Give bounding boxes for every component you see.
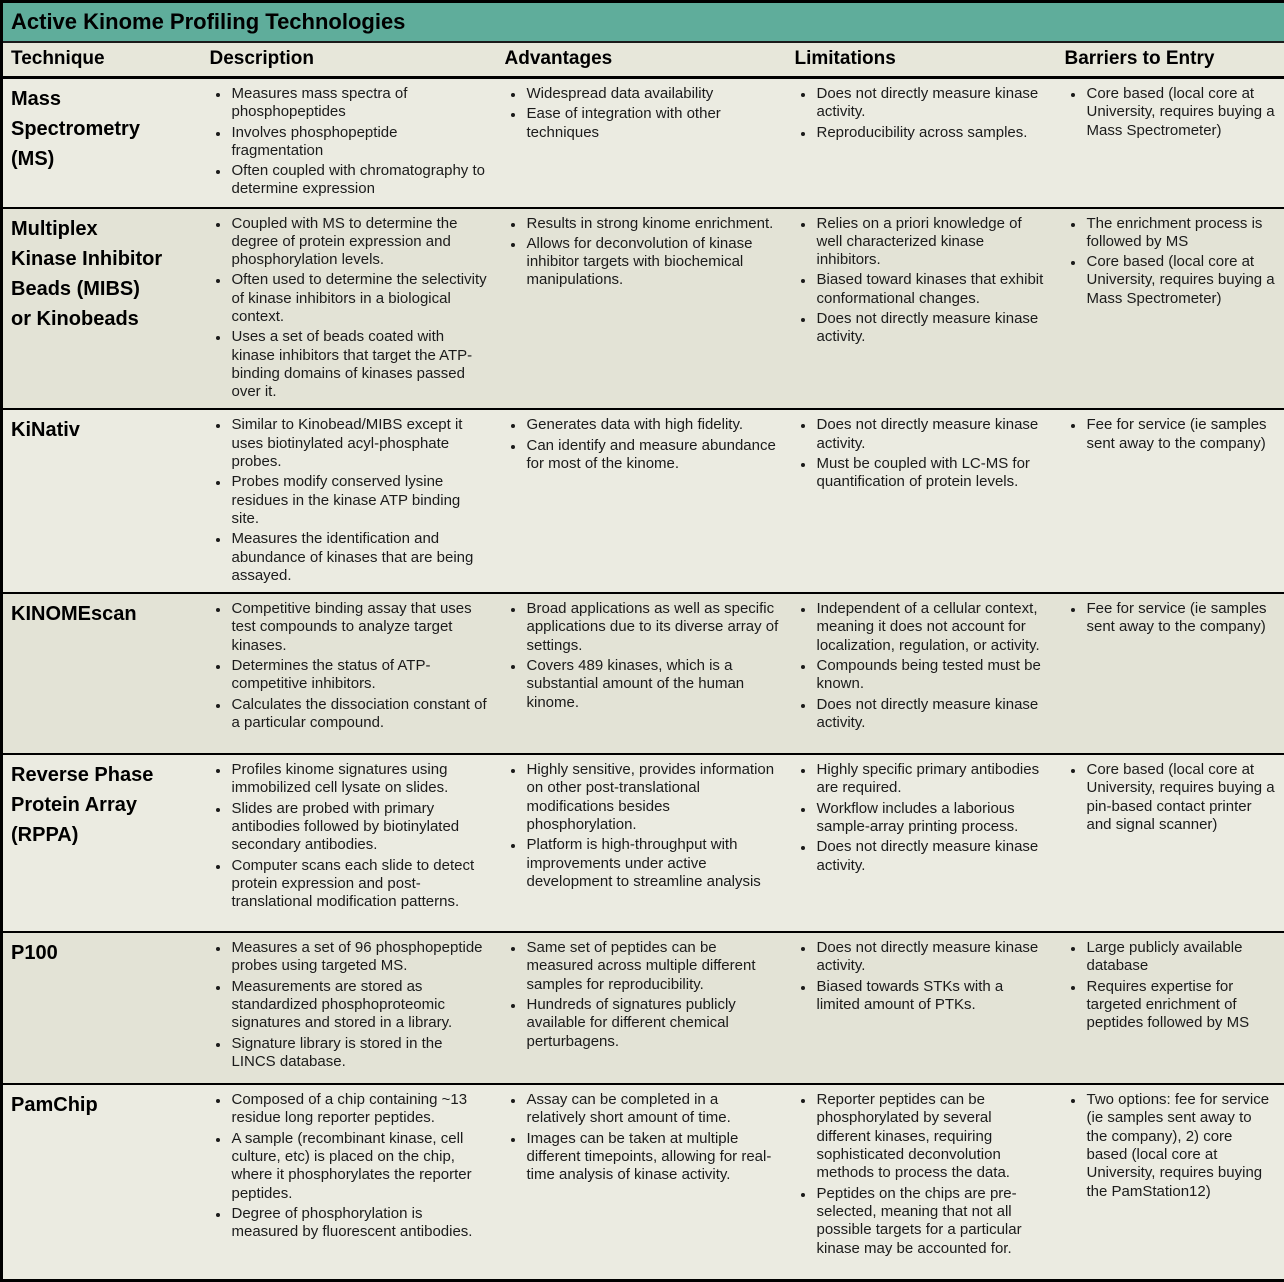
technique-name: [2, 932, 202, 1084]
barriers-cell: [1057, 78, 1284, 208]
limitations-cell: [787, 932, 1057, 1084]
bullet-item: • Core based (local core at University, requires buying a Mass Spectrometer): [1085, 85, 1277, 140]
advantages-cell: [497, 932, 787, 1084]
table-row-p100: [2, 932, 1284, 1084]
description-list: [206, 1091, 489, 1241]
bullet-item: • Requires expertise for targeted enrichment of peptides followed by MS: [1085, 978, 1277, 1033]
bullet-item: • Must be coupled with LC-MS for quantification of protein levels.: [815, 455, 1049, 492]
technique-name: [2, 593, 202, 754]
bullet-item: • Large publicly available database: [1085, 939, 1277, 976]
bullet-item: • Measures the identification and abundance of kinases that are being assayed.: [230, 530, 489, 585]
description-list: [206, 761, 489, 911]
limitations-list: [791, 600, 1049, 732]
technique-name: [2, 754, 202, 932]
bullet-item: • Highly specific primary antibodies are required.: [815, 761, 1049, 798]
bullet-item: • Workflow includes a laborious sample-array printing process.: [815, 800, 1049, 837]
technique-name: [2, 208, 202, 410]
bullet-item: • Images can be taken at multiple different timepoints, allowing for real-time analysis of kinase activity.: [525, 1130, 779, 1185]
bullet-item: • Slides are probed with primary antibodies followed by biotinylated secondary antibodies.: [230, 800, 489, 855]
bullet-item: • The enrichment process is followed by MS: [1085, 215, 1277, 252]
description-cell: [202, 593, 497, 754]
column-header-barriers: Barriers to Entry: [1057, 42, 1284, 78]
technique-name: [2, 409, 202, 593]
bullet-item: • Two options: fee for service (ie samples sent away to the company), 2) core based (local core at University, requires buying the PamStation12): [1085, 1091, 1277, 1201]
barriers-cell: [1057, 932, 1284, 1084]
table-title: Active Kinome Profiling Technologies: [2, 2, 1284, 42]
barriers-list: [1061, 600, 1277, 637]
barriers-cell: [1057, 409, 1284, 593]
bullet-item: • Composed of a chip containing ~13 residue long reporter peptides.: [230, 1091, 489, 1128]
bullet-item: • Fee for service (ie samples sent away to the company): [1085, 416, 1277, 453]
description-list: [206, 600, 489, 732]
limitations-list: [791, 1091, 1049, 1258]
bullet-item: • Covers 489 kinases, which is a substantial amount of the human kinome.: [525, 657, 779, 712]
table-row-pamchip: [2, 1084, 1284, 1280]
technique-label: Mass Spectrometry (MS): [11, 84, 163, 174]
bullet-item: • Determines the status of ATP-competitive inhibitors.: [230, 657, 489, 694]
technique-name: [2, 78, 202, 208]
barriers-list: [1061, 761, 1277, 834]
bullet-item: • Compounds being tested must be known.: [815, 657, 1049, 694]
advantages-cell: [497, 754, 787, 932]
barriers-list: [1061, 85, 1277, 140]
description-list: [206, 85, 489, 199]
bullet-item: • Highly sensitive, provides information on other post-translational modifications besides phosphorylation.: [525, 761, 779, 834]
bullet-item: • Does not directly measure kinase activity.: [815, 838, 1049, 875]
bullet-item: • Peptides on the chips are pre-selected, meaning that not all possible targets for a particular kinase may be accounted for.: [815, 1185, 1049, 1258]
barriers-cell: [1057, 208, 1284, 410]
advantages-list: [501, 416, 779, 473]
advantages-cell: [497, 1084, 787, 1280]
advantages-list: [501, 600, 779, 712]
bullet-item: • Core based (local core at University, requires buying a Mass Spectrometer): [1085, 253, 1277, 308]
table-row-mibs-kinobeads: [2, 208, 1284, 410]
bullet-item: • Competitive binding assay that uses test compounds to analyze target kinases.: [230, 600, 489, 655]
technique-name: [2, 1084, 202, 1280]
technique-label: KiNativ: [11, 415, 163, 445]
barriers-cell: [1057, 1084, 1284, 1280]
bullet-item: • Reproducibility across samples.: [815, 124, 1049, 142]
column-header-row: [2, 42, 1284, 78]
bullet-item: • Reporter peptides can be phosphorylated by several different kinases, requiring sophisticated deconvolution methods to process the data.: [815, 1091, 1049, 1182]
advantages-list: [501, 939, 779, 1051]
technique-label: Reverse Phase Protein Array (RPPA): [11, 760, 163, 850]
bullet-item: • Same set of peptides can be measured across multiple different samples for reproducibility.: [525, 939, 779, 994]
bullet-item: • Computer scans each slide to detect protein expression and post-translational modification patterns.: [230, 857, 489, 912]
limitations-cell: [787, 593, 1057, 754]
bullet-item: • Can identify and measure abundance for most of the kinome.: [525, 437, 779, 474]
limitations-list: [791, 416, 1049, 491]
bullet-item: • Independent of a cellular context, meaning it does not account for localization, regulation, or activity.: [815, 600, 1049, 655]
bullet-item: • Calculates the dissociation constant of a particular compound.: [230, 696, 489, 733]
limitations-cell: [787, 78, 1057, 208]
bullet-item: • Relies on a priori knowledge of well characterized kinase inhibitors.: [815, 215, 1049, 270]
description-cell: [202, 78, 497, 208]
description-cell: [202, 932, 497, 1084]
bullet-item: • Measurements are stored as standardized phosphoproteomic signatures and stored in a library.: [230, 978, 489, 1033]
bullet-item: • Results in strong kinome enrichment.: [525, 215, 779, 233]
bullet-item: • Degree of phosphorylation is measured by fluorescent antibodies.: [230, 1205, 489, 1242]
advantages-cell: [497, 409, 787, 593]
bullet-item: • Similar to Kinobead/MIBS except it uses biotinylated acyl-phosphate probes.: [230, 416, 489, 471]
technique-label: P100: [11, 938, 163, 968]
technique-label: Multiplex Kinase Inhibitor Beads (MIBS) or Kinobeads: [11, 214, 163, 334]
advantages-list: [501, 1091, 779, 1184]
bullet-item: • Does not directly measure kinase activity.: [815, 696, 1049, 733]
bullet-item: • Uses a set of beads coated with kinase inhibitors that target the ATP-binding domains of kinases passed over it.: [230, 328, 489, 401]
bullet-item: • Ease of integration with other techniques: [525, 105, 779, 142]
bullet-item: • Probes modify conserved lysine residues in the kinase ATP binding site.: [230, 473, 489, 528]
description-cell: [202, 1084, 497, 1280]
bullet-item: • Does not directly measure kinase activity.: [815, 939, 1049, 976]
table-row-kinomescan: [2, 593, 1284, 754]
bullet-item: • Measures mass spectra of phosphopeptides: [230, 85, 489, 122]
bullet-item: • Platform is high-throughput with improvements under active development to streamline analysis: [525, 836, 779, 891]
barriers-list: [1061, 939, 1277, 1032]
bullet-item: • Coupled with MS to determine the degree of protein expression and phosphorylation levels.: [230, 215, 489, 270]
barriers-cell: [1057, 593, 1284, 754]
bullet-item: • Profiles kinome signatures using immobilized cell lysate on slides.: [230, 761, 489, 798]
title-row: [2, 2, 1284, 42]
advantages-cell: [497, 78, 787, 208]
barriers-list: [1061, 215, 1277, 308]
description-list: [206, 416, 489, 585]
bullet-item: • Biased towards STKs with a limited amount of PTKs.: [815, 978, 1049, 1015]
description-cell: [202, 754, 497, 932]
bullet-item: • Hundreds of signatures publicly available for different chemical perturbagens.: [525, 996, 779, 1051]
bullet-item: • Core based (local core at University, requires buying a pin-based contact printer and signal scanner): [1085, 761, 1277, 834]
bullet-item: • Does not directly measure kinase activity.: [815, 416, 1049, 453]
description-cell: [202, 409, 497, 593]
bullet-item: • Involves phosphopeptide fragmentation: [230, 124, 489, 161]
limitations-cell: [787, 754, 1057, 932]
technique-label: PamChip: [11, 1090, 163, 1120]
bullet-item: • Widespread data availability: [525, 85, 779, 103]
bullet-item: • Signature library is stored in the LINCS database.: [230, 1035, 489, 1072]
advantages-cell: [497, 208, 787, 410]
column-header-advantages: Advantages: [497, 42, 787, 78]
limitations-list: [791, 215, 1049, 347]
limitations-list: [791, 85, 1049, 142]
advantages-list: [501, 215, 779, 290]
table-row-mass-spectrometry: [2, 78, 1284, 208]
advantages-cell: [497, 593, 787, 754]
bullet-item: • Biased toward kinases that exhibit conformational changes.: [815, 271, 1049, 308]
limitations-list: [791, 761, 1049, 875]
bullet-item: • Generates data with high fidelity.: [525, 416, 779, 434]
bullet-item: • Broad applications as well as specific applications due to its diverse array of settings.: [525, 600, 779, 655]
advantages-list: [501, 761, 779, 891]
technique-label: KINOMEscan: [11, 599, 163, 629]
description-cell: [202, 208, 497, 410]
bullet-item: • Does not directly measure kinase activity.: [815, 85, 1049, 122]
description-list: [206, 215, 489, 402]
bullet-item: • Often used to determine the selectivity of kinase inhibitors in a biological context.: [230, 271, 489, 326]
bullet-item: • Allows for deconvolution of kinase inhibitor targets with biochemical manipulations.: [525, 235, 779, 290]
limitations-cell: [787, 409, 1057, 593]
bullet-item: • Fee for service (ie samples sent away to the company): [1085, 600, 1277, 637]
bullet-item: • A sample (recombinant kinase, cell culture, etc) is placed on the chip, where it phosphorylates the reporter peptides.: [230, 1130, 489, 1203]
barriers-list: [1061, 416, 1277, 453]
table-row-rppa: [2, 754, 1284, 932]
barriers-cell: [1057, 754, 1284, 932]
bullet-item: • Assay can be completed in a relatively short amount of time.: [525, 1091, 779, 1128]
advantages-list: [501, 85, 779, 142]
description-list: [206, 939, 489, 1071]
bullet-item: • Often coupled with chromatography to determine expression: [230, 162, 489, 199]
column-header-description: Description: [202, 42, 497, 78]
bullet-item: • Measures a set of 96 phosphopeptide probes using targeted MS.: [230, 939, 489, 976]
table-row-kinativ: [2, 409, 1284, 593]
limitations-list: [791, 939, 1049, 1014]
limitations-cell: [787, 208, 1057, 410]
limitations-cell: [787, 1084, 1057, 1280]
bullet-item: • Does not directly measure kinase activity.: [815, 310, 1049, 347]
barriers-list: [1061, 1091, 1277, 1201]
column-header-limitations: Limitations: [787, 42, 1057, 78]
column-header-technique: Technique: [2, 42, 202, 78]
